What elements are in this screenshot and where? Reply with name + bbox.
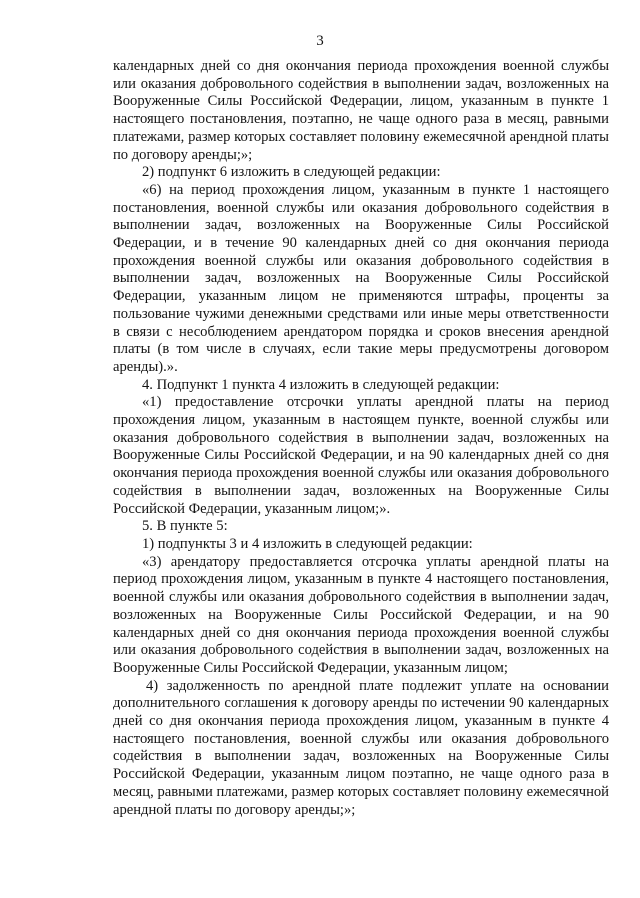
paragraph-item-4-heading: 4. Подпункт 1 пункта 4 изложить в следующей редакции: — [142, 376, 500, 393]
paragraph-continuation: календарных дней со дня окончания периода прохождения военной службы или оказания добровольного содействия в выполнении задач, возложенных на Вооруженные Силы Российской Федерации, лицом, указанным в пункте 1 настоящего постановления, поэтапно, не чаще одного раза в месяц, равными платежами, размер которых составляет половину ежемесячной арендной платы по договору аренды;»; — [113, 58, 609, 163]
document-body — [113, 58, 609, 819]
paragraph-item-5-subpoint-4: 4) задолженность по арендной плате подлежит уплате на основании дополнительного соглашения к договору аренды по истечении 90 календарных дней со дня окончания периода прохождения лицом, указанным в пункте 4 настоящего постановления, военной службы или оказания добровольного содействия в выполнении задач, возложенных на Вооруженные Силы Российской Федерации, указанным лицом поэтапно, не чаще одного раза в месяц, равными платежами, размер которых составляет половину ежемесячной арендной платы по договору аренды;»; — [113, 677, 609, 818]
paragraph-item-5-subpoint-1-heading: 1) подпункты 3 и 4 изложить в следующей редакции: — [142, 535, 473, 552]
page-number: 3 — [316, 33, 324, 49]
paragraph-subpoint-6-text: «6) на период прохождения лицом, указанным в пункте 1 настоящего постановления, военной службы или оказания добровольного содействия в выполнении задач, возложенных на Вооруженные Силы Российской Федерации, и в течение 90 календарных дней со дня окончания периода прохождения военной службы или оказания добровольного содействия в выполнении задач, возложенных на Вооруженные Силы Российской Федерации, указанным лицом не применяются штрафы, проценты за пользование чужими денежными средствами или иные меры ответственности в связи с несоблюдением арендатором порядка и сроков внесения арендной платы (в том числе в случаях, если такие меры предусмотрены договором аренды).». — [113, 181, 609, 375]
paragraph-subpoint-2-heading: 2) подпункт 6 изложить в следующей редакции: — [142, 164, 441, 181]
paragraph-item-5-heading: 5. В пункте 5: — [142, 518, 228, 535]
paragraph-item-5-subpoint-3: «3) арендатору предоставляется отсрочка уплаты арендной платы на период прохождения лицом, указанным в пункте 4 настоящего постановления, военной службы или оказания добровольного содействия в выполнении задач, возложенных на Вооруженные Силы Российской Федерации, и на 90 календарных дней со дня окончания периода прохождения военной службы или оказания добровольного содействия в выполнении задач, возложенных на Вооруженные Силы Российской Федерации, указанным лицом; — [113, 553, 609, 676]
paragraph-item-4-subpoint-1: «1) предоставление отсрочки уплаты арендной платы на период прохождения лицом, указанным в настоящем пункте, военной службы или оказания добровольного содействия в выполнении задач, возложенных на Вооруженные Силы Российской Федерации, и на 90 календарных дней со дня окончания периода прохождения военной службы или оказания добровольного содействия в выполнении задач, возложенных на Вооруженные Силы Российской Федерации, указанным лицом;». — [113, 394, 609, 517]
